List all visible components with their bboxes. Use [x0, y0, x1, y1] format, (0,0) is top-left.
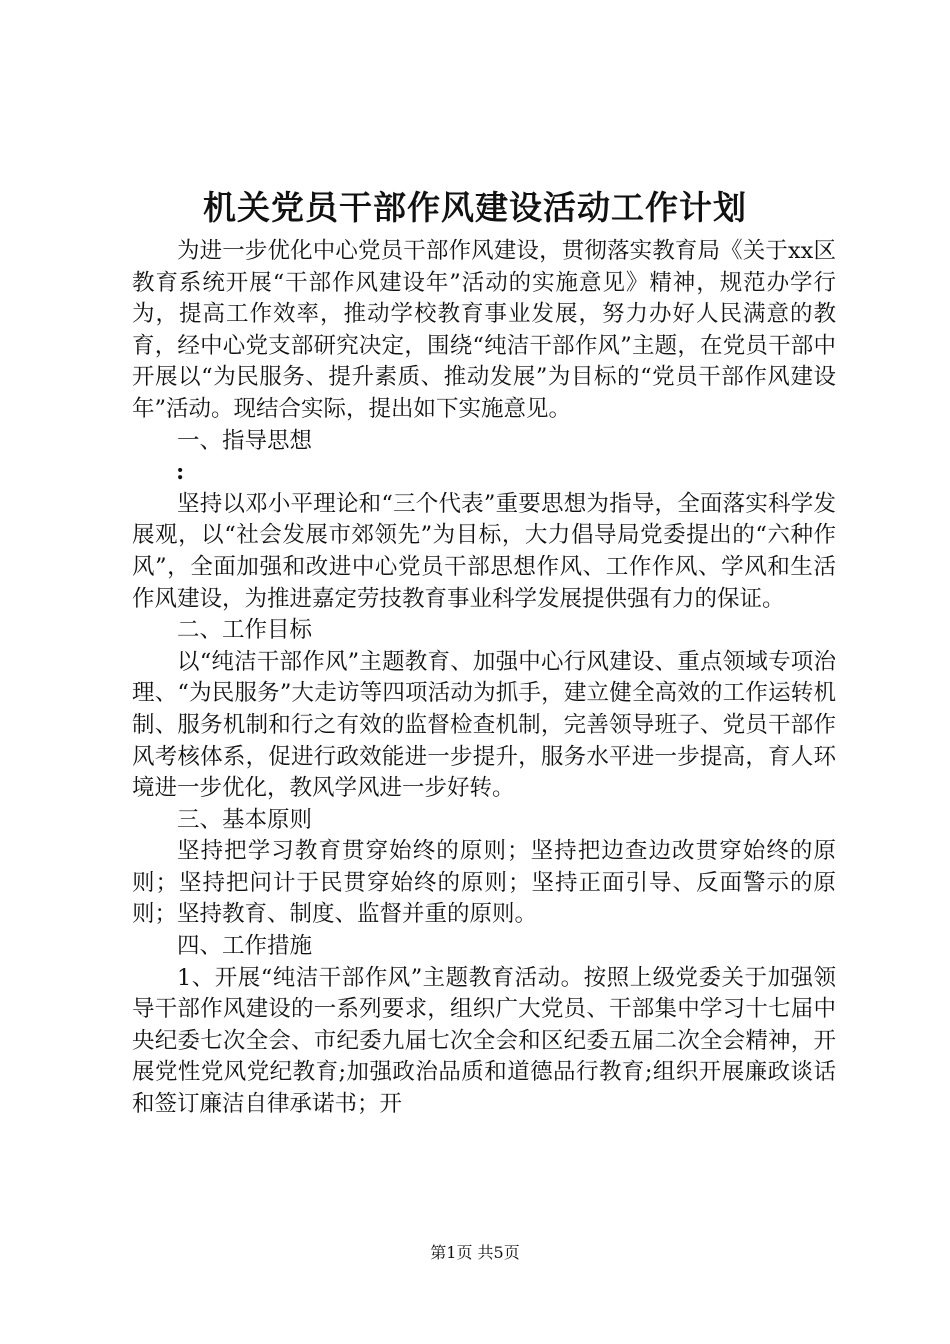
stray-colon: : — [176, 459, 185, 486]
work-goals-paragraph: 以“纯洁干部作风”主题教育、加强中心行风建设、重点领域专项治理、“为民服务”大走访等四项活动为抓手，建立健全高效的工作运转机制、服务机制和行之有效的监督检查机制，完善领导班子、党员干部作风考核体系，促进行政效能进一步提升，服务水平进一步提高，育人环境进一步优化，教风学风进一步好转。 — [132, 648, 836, 802]
work-measures-item-1: 1、开展“纯洁干部作风”主题教育活动。按照上级党委关于加强领导干部作风建设的一系列要求，组织广大党员、干部集中学习十七届中央纪委七次全会、市纪委九届七次全会和区纪委五届二次全会精神，开展党性党风党纪教育;加强政治品质和道德品行教育;组织开展廉政谈话和签订廉洁自律承诺书；开 — [132, 964, 836, 1118]
intro-paragraph: 为进一步优化中心党员干部作风建设，贯彻落实教育局《关于xx区教育系统开展“干部作风建设年”活动的实施意见》精神，规范办学行为，提高工作效率，推动学校教育事业发展，努力办好人民满意的教育，经中心党支部研究决定，围绕“纯洁干部作风”主题，在党员干部中开展以“为民服务、提升素质、推动发展”为目标的“党员干部作风建设年”活动。现结合实际，提出如下实施意见。 — [132, 238, 836, 422]
section-heading-basic-principles: 三、基本原则 — [177, 806, 313, 833]
document-body — [132, 236, 836, 1121]
section-heading-work-goals: 二、工作目标 — [177, 617, 313, 644]
section-heading-work-measures: 四、工作措施 — [177, 933, 313, 960]
guiding-ideology-paragraph: 坚持以邓小平理论和“三个代表”重要思想为指导，全面落实科学发展观，以“社会发展市郊领先”为目标，大力倡导局党委提出的“六种作风”，全面加强和改进中心党员干部思想作风、工作作风、学风和生活作风建设，为推进嘉定劳技教育事业科学发展提供强有力的保证。 — [132, 490, 836, 612]
basic-principles-paragraph: 坚持把学习教育贯穿始终的原则；坚持把边查边改贯穿始终的原则；坚持把问计于民贯穿始终的原则；坚持正面引导、反面警示的原则；坚持教育、制度、监督并重的原则。 — [132, 838, 836, 928]
page-number-footer: 第1页 共5页 — [430, 1243, 520, 1262]
section-heading-guiding-ideology: 一、指导思想 — [177, 427, 313, 454]
document-title: 机关党员干部作风建设活动工作计划 — [203, 188, 747, 227]
